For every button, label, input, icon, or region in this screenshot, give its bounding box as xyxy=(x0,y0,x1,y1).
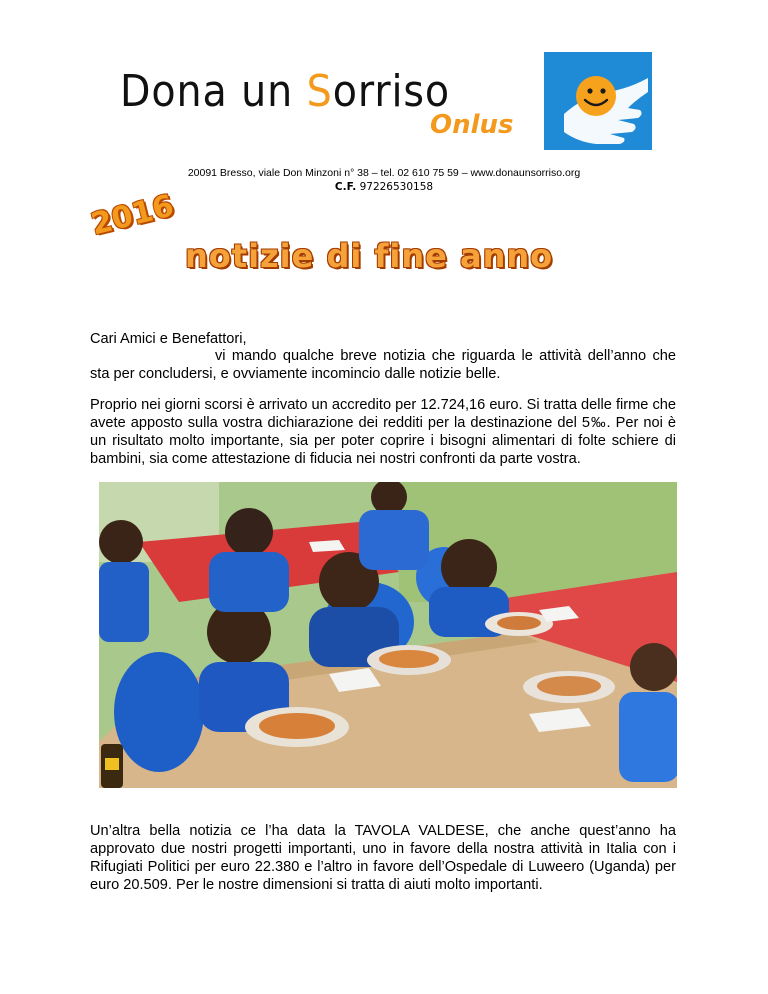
year-title: 2016 xyxy=(87,188,178,243)
address-line: 20091 Bresso, viale Don Minzoni n° 38 – tel. 02 610 75 59 – www.donaunsorriso.org xyxy=(187,167,581,179)
logo xyxy=(112,52,652,150)
page-title: notizie di fine anno xyxy=(185,237,554,275)
logo-title xyxy=(120,66,450,117)
paragraph-intro xyxy=(90,347,676,383)
paragraph-tavola-valdese: Un’altra bella notizia ce l’ha data la TAVOLA VALDESE, che anche quest’anno ha approvato due nostri progetti importanti, uno in favore della nostra attività in Italia con i Rifugiati Politici per euro 22.380 e l’altro in favore dell’Ospedale di Luweero (Uganda) per euro 20.509. Per le nostre dimensioni si tratta di aiuti molto importanti. xyxy=(90,823,676,893)
tax-code xyxy=(0,181,768,193)
logo-onlus: Onlus xyxy=(430,110,514,140)
logo-wordmark xyxy=(112,52,542,150)
paragraph-intro-text: vi mando qualche breve notizia che riguarda le attività dell’anno che sta per concludersi, e ovviamente incomincio dalle notizie belle. xyxy=(90,348,676,382)
greeting: Cari Amici e Benefattori, xyxy=(90,331,247,347)
logo-title-part: Dona un xyxy=(120,66,307,117)
logo-title-part: orriso xyxy=(332,66,451,117)
tax-code-label: C.F. xyxy=(334,181,357,193)
hand-smiley-icon xyxy=(544,52,652,150)
paragraph-donation: Proprio nei giorni scorsi è arrivato un accredito per 12.724,16 euro. Si tratta delle firme che avete apposto sulla vostra dichiarazione dei redditi per la destinazione del 5‰. Per noi è un risultato molto importante, sia per poter coprire i bisogni alimentari di folte schiere di bambini, sia come attestazione di fiducia nei nostri confronti da parte vostra. xyxy=(90,397,676,467)
tax-code-value: 97226530158 xyxy=(359,181,434,193)
logo-title-s: S xyxy=(306,66,333,117)
children-eating-photo xyxy=(99,482,677,788)
